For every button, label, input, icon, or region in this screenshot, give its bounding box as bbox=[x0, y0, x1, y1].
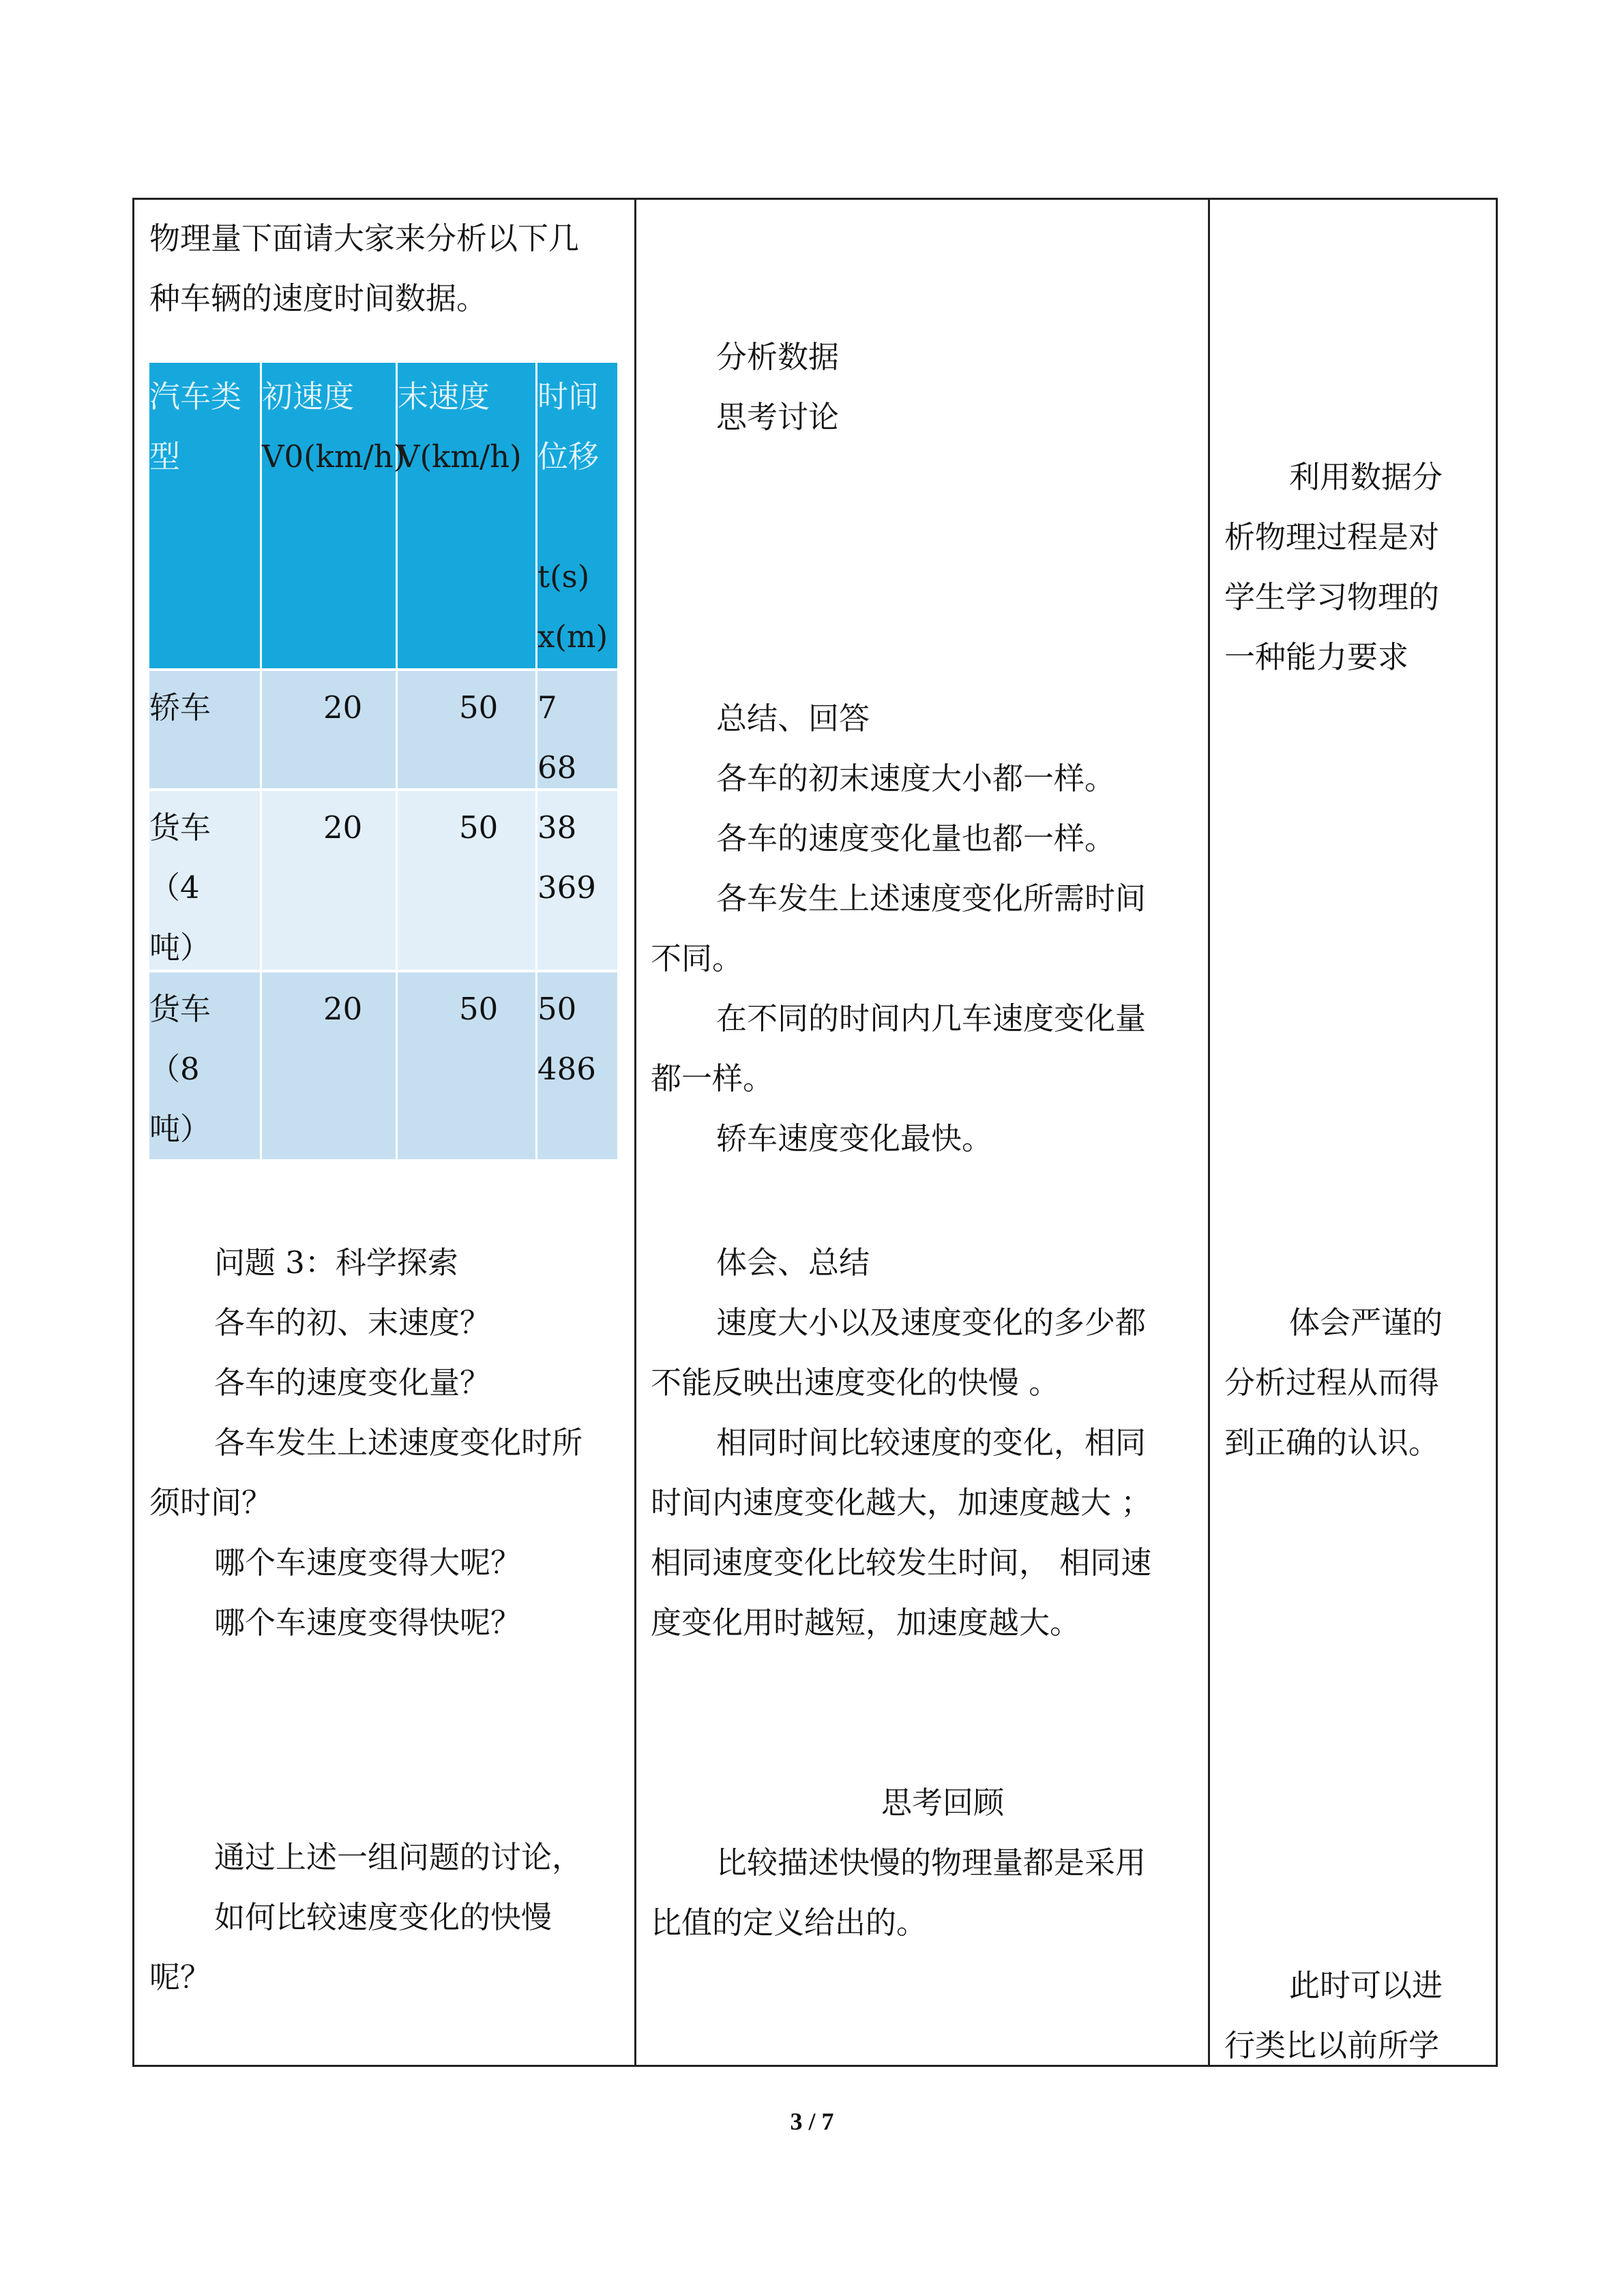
closing-line3: 呢？ bbox=[149, 1959, 211, 1995]
row3-v: 50 bbox=[459, 991, 499, 1027]
right-note1-line1: 利用数据分 bbox=[1289, 459, 1443, 495]
header-type-l1: 汽车类 bbox=[149, 378, 242, 415]
mid-review-title: 思考回顾 bbox=[881, 1785, 1005, 1821]
row1-v: 50 bbox=[459, 689, 499, 726]
row2-type-l2: （4 bbox=[149, 869, 200, 906]
column-divider-2 bbox=[1208, 200, 1210, 2065]
speed-data-table bbox=[149, 363, 617, 1159]
header-v0-l1: 初速度 bbox=[262, 378, 355, 415]
question-3-line1: 各车发生上述速度变化时所 bbox=[214, 1425, 583, 1461]
header-tx-l3: t(s) bbox=[537, 558, 590, 595]
question-title: 问题 3：科学探索 bbox=[214, 1244, 458, 1281]
row2-v: 50 bbox=[459, 809, 499, 846]
question-4: 哪个车速度变得大呢？ bbox=[214, 1545, 522, 1581]
header-tx-l4: x(m) bbox=[537, 618, 608, 655]
mid-experience-1-line2: 不能反映出速度变化的快慢 。 bbox=[651, 1365, 1060, 1401]
mid-summary-3-line2: 不同。 bbox=[651, 940, 743, 976]
right-note2-line2: 分析过程从而得 bbox=[1224, 1365, 1440, 1401]
row3-v0: 20 bbox=[323, 991, 363, 1027]
closing-line1: 通过上述一组问题的讨论， bbox=[214, 1839, 583, 1875]
mid-summary-4-line2: 都一样。 bbox=[651, 1060, 774, 1097]
question-5: 哪个车速度变得快呢？ bbox=[214, 1605, 522, 1641]
row2-type-l1: 货车 bbox=[149, 809, 211, 846]
right-note3-line2: 行类比以前所学 bbox=[1224, 2027, 1440, 2063]
mid-summary-4-line1: 在不同的时间内几车速度变化量 bbox=[716, 1000, 1147, 1037]
header-tx-l1: 时间 bbox=[537, 378, 600, 415]
mid-experience-title: 体会、总结 bbox=[716, 1244, 870, 1281]
row2-v0: 20 bbox=[323, 809, 363, 846]
right-note2-line3: 到正确的认识。 bbox=[1224, 1425, 1440, 1461]
row3-x: 486 bbox=[537, 1051, 596, 1087]
row3-t: 50 bbox=[537, 991, 577, 1027]
right-note2-line1: 体会严谨的 bbox=[1289, 1304, 1443, 1341]
row1-t: 7 bbox=[537, 689, 557, 726]
row2-t: 38 bbox=[537, 809, 577, 846]
column-divider-1 bbox=[634, 200, 636, 2065]
mid-summary-2: 各车的速度变化量也都一样。 bbox=[716, 820, 1116, 856]
mid-experience-1-line1: 速度大小以及速度变化的多少都 bbox=[716, 1304, 1147, 1341]
mid-experience-2-line2: 时间内速度变化越大，加速度越大 ； bbox=[651, 1485, 1152, 1521]
mid-summary-title: 总结、回答 bbox=[716, 700, 870, 736]
mid-experience-2-line3: 相同速度变化比较发生时间， 相同速 bbox=[651, 1545, 1152, 1581]
mid-experience-2-line1: 相同时间比较速度的变化，相同 bbox=[716, 1425, 1147, 1461]
question-1: 各车的初、末速度？ bbox=[214, 1304, 491, 1341]
header-type-l2: 型 bbox=[149, 438, 181, 475]
question-2: 各车的速度变化量？ bbox=[214, 1365, 491, 1401]
row1-v0: 20 bbox=[323, 689, 363, 726]
left-intro-line2: 种车辆的速度时间数据。 bbox=[149, 280, 488, 316]
right-note3-line1: 此时可以进 bbox=[1289, 1967, 1443, 2003]
row3-type-l2: （8 bbox=[149, 1051, 200, 1087]
mid-summary-5: 轿车速度变化最快。 bbox=[716, 1120, 993, 1157]
row2-x: 369 bbox=[537, 869, 596, 906]
mid-summary-1: 各车的初末速度大小都一样。 bbox=[716, 760, 1116, 796]
right-note1-line4: 一种能力要求 bbox=[1224, 639, 1409, 675]
right-note1-line2: 析物理过程是对 bbox=[1224, 519, 1440, 555]
right-note1-line3: 学生学习物理的 bbox=[1224, 579, 1440, 615]
row3-type-l3: 吨） bbox=[149, 1111, 211, 1147]
row3-type-l1: 货车 bbox=[149, 991, 211, 1027]
row2-type-l3: 吨） bbox=[149, 929, 211, 966]
mid-analyze-data: 分析数据 bbox=[716, 339, 840, 375]
mid-review-1-line2: 比值的定义给出的。 bbox=[651, 1905, 928, 1941]
mid-review-1-line1: 比较描述快慢的物理量都是采用 bbox=[716, 1845, 1147, 1881]
mid-experience-2-line4: 度变化用时越短，加速度越大。 bbox=[651, 1605, 1081, 1641]
closing-line2: 如何比较速度变化的快慢 bbox=[214, 1899, 552, 1935]
page-number: 3 / 7 bbox=[790, 2108, 834, 2135]
mid-think-discuss: 思考讨论 bbox=[716, 399, 840, 435]
header-v-l2: V(km/h) bbox=[398, 438, 522, 475]
row1-x: 68 bbox=[537, 749, 577, 786]
header-v-l1: 末速度 bbox=[398, 378, 490, 415]
header-tx-l2: 位移 bbox=[537, 438, 600, 475]
row1-type: 轿车 bbox=[149, 689, 211, 726]
left-intro-line1: 物理量下面请大家来分析以下几 bbox=[149, 220, 580, 256]
mid-summary-3-line1: 各车发生上述速度变化所需时间 bbox=[716, 880, 1147, 916]
header-v0-l2: V0(km/h) bbox=[262, 438, 406, 475]
question-3-line2: 须时间？ bbox=[149, 1485, 273, 1521]
